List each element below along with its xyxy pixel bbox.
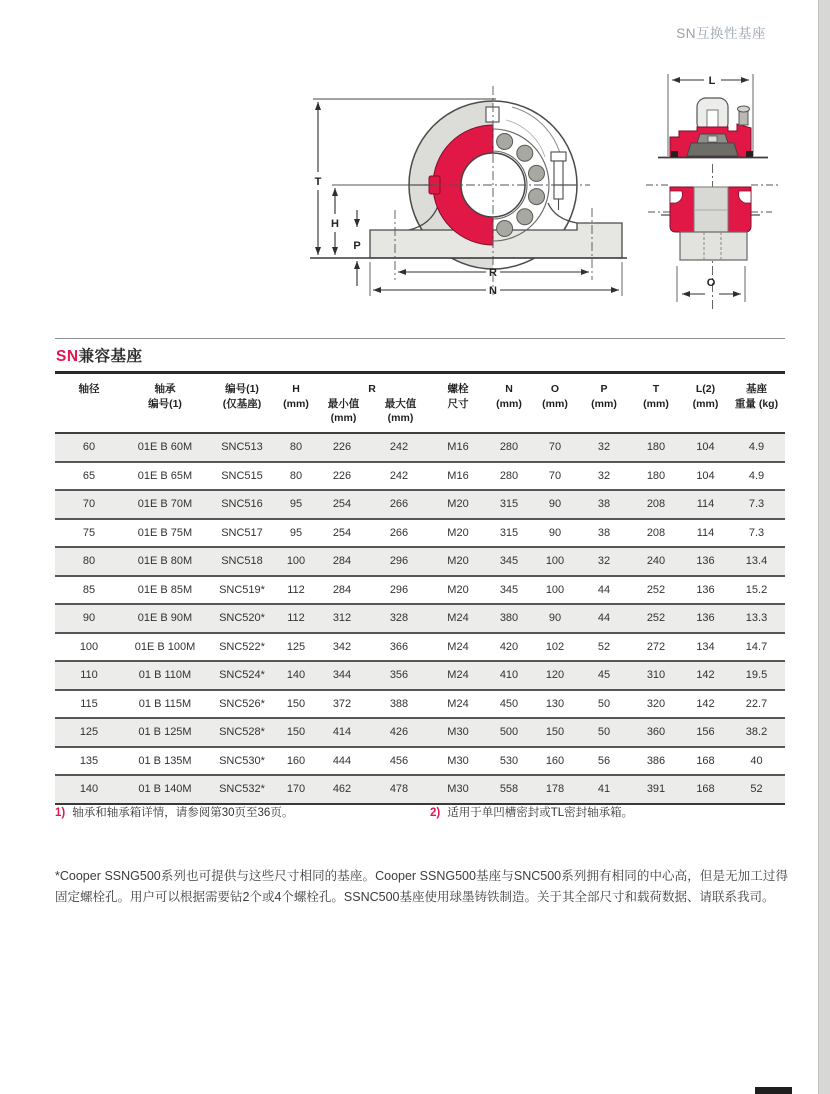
table-cell: 110 (80, 669, 98, 682)
table-cell: 142 (696, 697, 715, 710)
table-cell: 102 (545, 640, 565, 653)
header-cell: 轴承 编号(1) (148, 383, 182, 410)
table-cell: 01E B 85M (137, 583, 193, 596)
footnote-1 (55, 804, 293, 820)
table-header (55, 374, 785, 433)
table-cell: 120 (545, 669, 565, 682)
table-cell: 226 (332, 469, 352, 482)
table-cell: 310 (646, 669, 666, 682)
table-cell: 112 (287, 612, 305, 625)
table-cell: 01E B 90M (137, 612, 193, 625)
table-cell: 444 (332, 754, 352, 767)
table-cell: 01E B 70M (137, 498, 193, 511)
table-cell: SNC522* (219, 640, 265, 653)
table-cell: SNC515 (221, 469, 263, 482)
dim-label-T: T (314, 176, 322, 188)
table-cell: 100 (545, 583, 565, 596)
table-row (55, 576, 785, 605)
front-view (310, 86, 627, 297)
table-cell: 7.3 (748, 498, 765, 511)
table-cell: 242 (389, 469, 409, 482)
table-cell: 85 (82, 583, 96, 596)
table-cell: 450 (499, 697, 519, 710)
table-cell: SNC526* (219, 697, 265, 710)
table-cell: 296 (389, 555, 409, 568)
table-cell: 254 (332, 526, 352, 539)
table-row (55, 604, 785, 633)
table-cell: 328 (389, 612, 409, 625)
table-cell: 60 (82, 441, 96, 454)
dim-label-P: P (353, 240, 361, 252)
table-cell: 170 (286, 783, 306, 796)
table-cell: 280 (499, 441, 519, 454)
table-cell: SNC528* (219, 726, 265, 739)
table-cell: 90 (82, 612, 96, 625)
table-row (55, 490, 785, 519)
table-cell: 180 (646, 441, 666, 454)
table-body (55, 433, 785, 804)
table-row (55, 718, 785, 747)
table-cell: 50 (597, 726, 611, 739)
table-cell: 15.2 (745, 583, 768, 596)
table-cell: 01 B 135M (138, 754, 192, 767)
table-cell: 104 (696, 469, 715, 482)
table-cell: 114 (696, 526, 715, 539)
table-cell: M30 (447, 726, 469, 739)
table-cell: M24 (447, 697, 469, 710)
table-cell: 38.2 (745, 726, 768, 739)
table-cell: 344 (332, 669, 352, 682)
table-cell: 240 (646, 555, 666, 568)
page-corner-mark (755, 1087, 792, 1094)
table-cell: SNC532* (219, 783, 265, 796)
header-cell: 螺栓 尺寸 (447, 383, 469, 410)
table-cell: 135 (79, 754, 99, 767)
table-cell: 01E B 60M (137, 441, 193, 454)
footnote-1-text: 轴承和轴承箱详情，请参阅第30页至36页。 (72, 807, 294, 819)
table-cell: M30 (447, 783, 469, 796)
table-cell: M20 (447, 555, 469, 568)
table-cell: 70 (82, 498, 96, 511)
table-cell: 136 (696, 612, 715, 625)
table-cell: 56 (597, 754, 611, 767)
table-cell: 32 (597, 555, 611, 568)
header-cell: 轴径 (78, 383, 100, 395)
table-cell: 95 (289, 526, 303, 539)
housing-drawing-svg (280, 60, 810, 320)
table-cell: 44 (597, 612, 611, 625)
table-cell: 4.9 (748, 441, 765, 454)
table-cell: 134 (696, 640, 715, 653)
table-cell: 45 (597, 669, 611, 682)
table-cell: 345 (499, 555, 519, 568)
table-cell: 40 (750, 754, 763, 767)
table-cell: SNC518 (221, 555, 263, 568)
table-cell: M20 (447, 583, 469, 596)
table-row (55, 519, 785, 548)
table-row (55, 433, 785, 462)
table-cell: 01E B 80M (137, 555, 193, 568)
table-cell: 01 B 140M (138, 783, 192, 796)
table-cell: 530 (499, 754, 519, 767)
table-cell: 44 (597, 583, 611, 596)
table-cell: 125 (286, 640, 306, 653)
table-cell: M20 (447, 498, 469, 511)
table-cell: 284 (332, 555, 352, 568)
table-cell: 142 (696, 669, 715, 682)
table-cell: 01 B 125M (138, 726, 192, 739)
table-cell: 414 (332, 726, 352, 739)
table-cell: 386 (646, 754, 666, 767)
header-cell: 编号(1) (仅基座) (222, 383, 262, 410)
table-cell: 380 (499, 612, 519, 625)
header-sub-label: 最大值(mm) (384, 397, 417, 425)
footnote-2 (430, 804, 633, 820)
table-cell: 104 (696, 441, 715, 454)
table-cell: 52 (750, 783, 763, 796)
table-cell: 01E B 100M (134, 640, 196, 653)
table-cell: 168 (696, 783, 715, 796)
table-cell: 115 (80, 697, 98, 710)
table-cell: 150 (286, 697, 306, 710)
header-cell: 基座 重量 (kg) (734, 383, 779, 410)
table-cell: SNC516 (221, 498, 263, 511)
table-cell: 38 (597, 526, 611, 539)
table-cell: 426 (389, 726, 409, 739)
table-cell: 136 (696, 583, 715, 596)
table-cell: 150 (286, 726, 306, 739)
header-cell: T (mm) (643, 383, 669, 410)
table-cell: 130 (545, 697, 565, 710)
table-cell: M24 (447, 640, 469, 653)
table-cell: 420 (499, 640, 519, 653)
table-cell: 160 (286, 754, 306, 767)
dim-label-O: O (706, 277, 716, 289)
table-cell: 125 (79, 726, 99, 739)
table-cell: 462 (332, 783, 352, 796)
table-cell: 32 (597, 469, 611, 482)
page-header-title: SN互换性基座 (676, 26, 766, 41)
table-cell: 4.9 (748, 469, 765, 482)
table-cell: 500 (499, 726, 519, 739)
table-cell: 50 (597, 697, 611, 710)
table-cell: 13.3 (745, 612, 768, 625)
table-cell: 366 (389, 640, 409, 653)
table-cell: 100 (545, 555, 565, 568)
table-cell: 226 (332, 441, 352, 454)
table-cell: 280 (499, 469, 519, 482)
table-cell: 22.7 (745, 697, 768, 710)
table-cell: 70 (548, 469, 562, 482)
table-cell: 266 (389, 498, 409, 511)
table-cell: 160 (545, 754, 565, 767)
table-cell: 266 (389, 526, 409, 539)
table-cell: SNC517 (221, 526, 263, 539)
table-cell: 90 (548, 612, 562, 625)
table-cell: M24 (447, 669, 469, 682)
compatible-housings-table (55, 374, 785, 805)
table-cell: 01 B 110M (138, 669, 192, 682)
table-cell: 208 (646, 498, 666, 511)
table-cell: 70 (548, 441, 562, 454)
table-cell: 80 (82, 555, 96, 568)
table-cell: SNC519* (219, 583, 265, 596)
side-view (646, 74, 778, 310)
table-cell: M16 (447, 469, 469, 482)
table-title (55, 339, 785, 374)
table-cell: 315 (499, 526, 519, 539)
table-cell: 01E B 75M (137, 526, 193, 539)
table-title-accent: SN (56, 348, 79, 365)
page-edge-strip (818, 0, 830, 1094)
table-cell: SNC520* (219, 612, 265, 625)
table-cell: SNC524* (219, 669, 265, 682)
table-cell: 100 (286, 555, 306, 568)
header-cell: L(2) (mm) (692, 383, 719, 410)
table-cell: 391 (646, 783, 666, 796)
table-cell: 112 (287, 583, 305, 596)
table-cell: 208 (646, 526, 666, 539)
table-cell: 14.7 (745, 640, 768, 653)
table-row (55, 775, 785, 804)
table-cell: 410 (499, 669, 519, 682)
table-cell: 252 (646, 612, 666, 625)
header-cell-group-R (315, 374, 429, 433)
table-cell: 41 (597, 783, 611, 796)
table-cell: 75 (82, 526, 96, 539)
dim-label-L: L (708, 75, 716, 87)
table-cell: 320 (646, 697, 666, 710)
table-cell: M16 (447, 441, 469, 454)
table-cell: 80 (289, 441, 303, 454)
table-cell: 90 (548, 498, 562, 511)
header-cell: N (mm) (496, 383, 522, 410)
table-cell: 32 (597, 441, 611, 454)
table-cell: 315 (499, 498, 519, 511)
table-row (55, 661, 785, 690)
table-cell: 254 (332, 498, 352, 511)
table-cell: 242 (389, 441, 409, 454)
table-cell: 7.3 (748, 526, 765, 539)
table-cell: 284 (332, 583, 352, 596)
cooper-note: *Cooper SSNG500系列也可提供与这些尺寸相同的基座。Cooper SSNG500基座与SNC500系列拥有相同的中心高，但是无加工过得固定螺栓孔。用户可以根据需要钻2个或4个螺栓孔。SSNC500基座使用球墨铸铁制造。关于其全部尺寸和载荷数据、请联系我司。 (55, 869, 788, 904)
table-cell: M24 (447, 612, 469, 625)
table-cell: 180 (646, 469, 666, 482)
footnote-2-text: 适用于单凹槽密封或TL密封轴承箱。 (447, 807, 634, 819)
technical-drawing (280, 60, 810, 320)
table-row (55, 462, 785, 491)
table-cell: SNC530* (219, 754, 265, 767)
table-row (55, 747, 785, 776)
table-cell: 356 (389, 669, 409, 682)
table-cell: 150 (545, 726, 565, 739)
table-cell: 80 (289, 469, 303, 482)
table-cell: 478 (389, 783, 409, 796)
table-row (55, 690, 785, 719)
header-group-label: R (368, 383, 376, 395)
table-cell: 90 (548, 526, 562, 539)
header-sub-label: 最小值(mm) (327, 397, 360, 425)
table-cell: 168 (696, 754, 715, 767)
table-cell: 38 (597, 498, 611, 511)
footnote-1-number: 1) (55, 807, 66, 819)
table-cell: M30 (447, 754, 469, 767)
table-cell: 13.4 (745, 555, 768, 568)
table-cell: M20 (447, 526, 469, 539)
table-cell: 342 (332, 640, 352, 653)
table-cell: 95 (289, 498, 303, 511)
table-title-rest: 兼容基座 (78, 348, 143, 365)
header-row (55, 374, 785, 433)
table-cell: 52 (597, 640, 611, 653)
table-cell: 372 (332, 697, 352, 710)
dim-label-N: N (489, 285, 497, 297)
table-cell: 360 (646, 726, 666, 739)
table-cell: 01E B 65M (137, 469, 193, 482)
table-cell: 558 (499, 783, 519, 796)
table-cell: 136 (696, 555, 715, 568)
table-cell: SNC513 (221, 441, 263, 454)
header-cell: O (mm) (542, 383, 568, 410)
table-row (55, 547, 785, 576)
table-cell: 388 (389, 697, 409, 710)
table-cell: 178 (545, 783, 565, 796)
table-cell: 19.5 (745, 669, 768, 682)
header-cell: P (mm) (591, 383, 617, 410)
table-row (55, 633, 785, 662)
table-cell: 272 (646, 640, 666, 653)
table-cell: 65 (82, 469, 96, 482)
table-cell: 156 (696, 726, 715, 739)
dim-label-H: H (331, 218, 339, 230)
footnote-2-number: 2) (430, 807, 441, 819)
table-cell: 140 (79, 783, 99, 796)
table-section (55, 338, 785, 805)
table-cell: 252 (646, 583, 666, 596)
table-cell: 296 (389, 583, 409, 596)
table-cell: 100 (79, 640, 99, 653)
dim-label-R: R (489, 267, 497, 279)
table-cell: 114 (696, 498, 715, 511)
table-cell: 456 (389, 754, 409, 767)
header-cell: H (mm) (283, 383, 309, 410)
table-cell: 01 B 115M (138, 697, 192, 710)
table-cell: 345 (499, 583, 519, 596)
table-cell: 140 (286, 669, 306, 682)
table-cell: 312 (332, 612, 352, 625)
